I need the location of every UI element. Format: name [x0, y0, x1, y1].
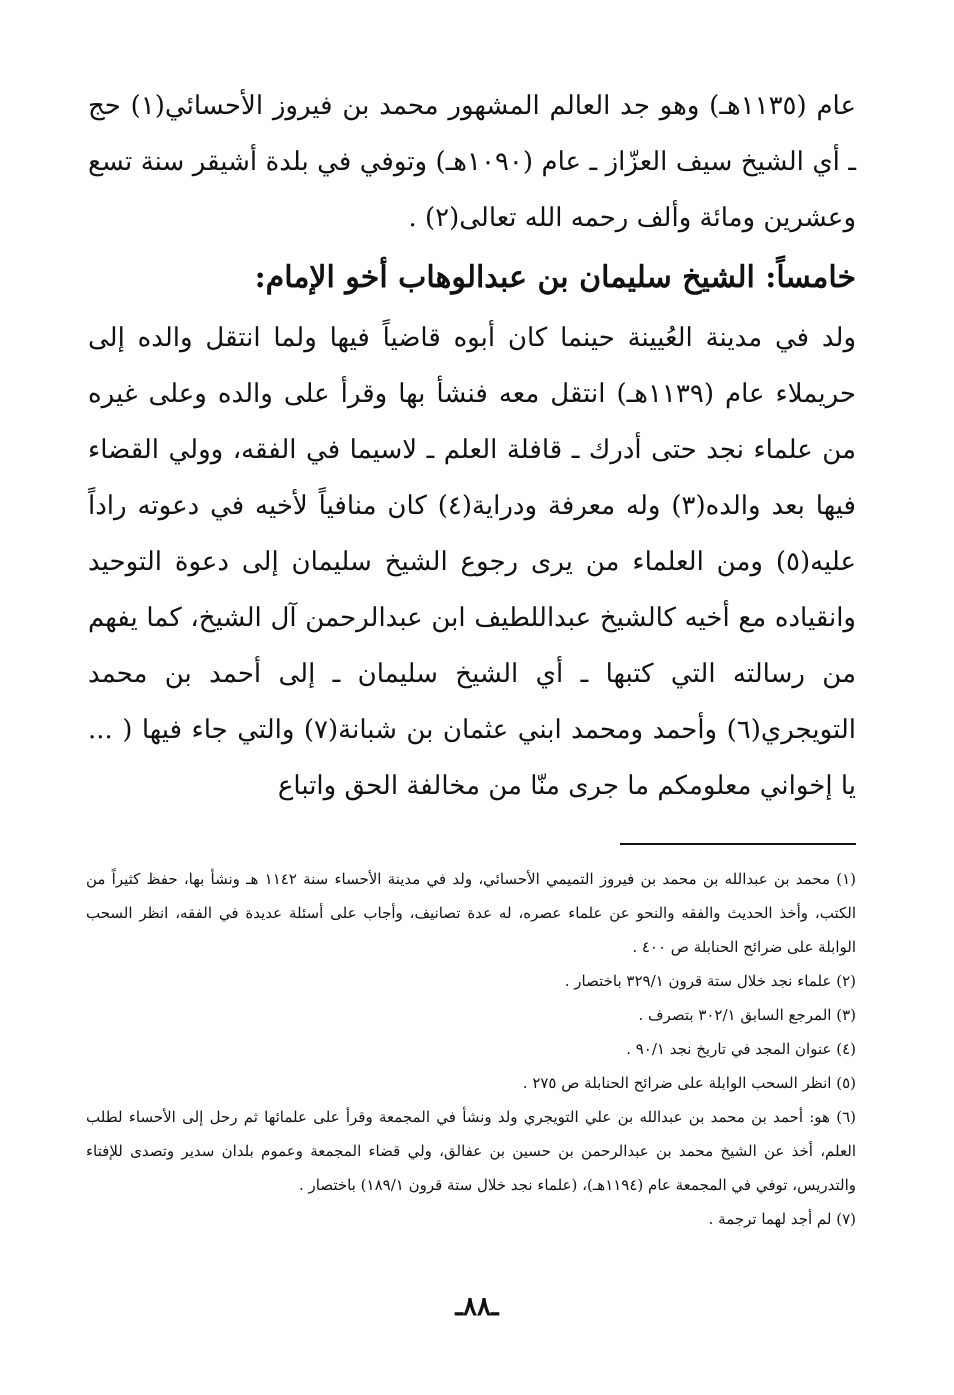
paragraph-2: ولد في مدينة العُيينة حينما كان أبوه قاضياً فيها ولما انتقل والده إلى حريملاء عام (١١٣٩هـ) انتقل معه فنشأ بها وقرأ على والده وعلى غيره من علماء نجد حتى أدرك ـ قافلة العلم ـ لاسيما في الفقه، وولي القضاء فيها بعد والده(٣) وله معرفة ودراية(٤) كان منافياً لأخيه في دعوته راداً عليه(٥) ومن العلماء من يرى رجوع الشيخ سليمان إلى دعوة التوحيد وانقياده مع أخيه كالشيخ عبداللطيف ابن عبدالرحمن آل الشيخ، كما يفهم من رسالته التي كتبها ـ أي الشيخ سليمان ـ إلى أحمد بن محمد التويجري(٦) وأحمد ومحمد ابني عثمان بن شبانة(٧) والتي جاء فيها ( ... يا إخواني معلومكم ما جرى منّا من مخالفة الحق واتباع — [88, 323, 856, 801]
paragraph-1: عام (١١٣٥هـ) وهو جد العالم المشهور محمد بن فيروز الأحسائي(١) حج ـ أي الشيخ سيف العزّاز ـ عام (١٠٩٠هـ) وتوفي في بلدة أشيقر سنة تسع وعشرين ومائة وألف رحمه الله تعالى(٢) . — [88, 91, 856, 233]
main-text — [88, 78, 856, 814]
page-number: ـ٨٨ـ — [455, 1292, 499, 1322]
section-heading: خامساً: الشيخ سليمان بن عبدالوهاب أخو الإمام: — [254, 260, 856, 295]
footnote-2: (٢) علماء نجد خلال ستة قرون ٣٢٩/١ باختصار . — [564, 972, 856, 990]
footnote-1: (١) محمد بن عبدالله بن محمد بن فيروز التميمي الأحسائي، ولد في مدينة الأحساء سنة ١١٤٢ هـ ونشأ بها، حفظ كثيراً من الكتب، وأخذ الحديث والفقه والنحو عن علماء عصره، له عدة تصانيف، وأجاب على أسئلة عديدة في الفقه، انظر السحب الوابلة على ضرائح الحنابلة ص ٤٠٠ . — [86, 870, 857, 956]
footnote-7: (٧) لم أجد لهما ترجمة . — [708, 1210, 856, 1228]
footnote-4: (٤) عنوان المجد في تاريخ نجد ٩٠/١ . — [626, 1040, 856, 1058]
footnote-6: (٦) هو: أحمد بن محمد بن عبدالله بن علي التويجري ولد ونشأ في المجمعة وقرأ على علمائها ثم رحل إلى الأحساء لطلب العلم، أخذ عن الشيخ محمد بن عبدالرحمن بن حسين بن عفالق، ولي قضاء المجمعة وعموم بلدان سدير وتصدى للإفتاء والتدريس، توفي في المجمعة عام (١١٩٤هـ)، (علماء نجد خلال ستة قرون ١٨٩/١) باختصار . — [86, 1108, 856, 1194]
footnotes — [86, 862, 856, 1236]
footnote-3: (٣) المرجع السابق ٣٠٢/١ بتصرف . — [638, 1006, 856, 1024]
footnote-separator — [620, 843, 856, 845]
footnote-5: (٥) انظر السحب الوابلة على ضرائح الحنابلة ص ٢٧٥ . — [522, 1074, 856, 1092]
